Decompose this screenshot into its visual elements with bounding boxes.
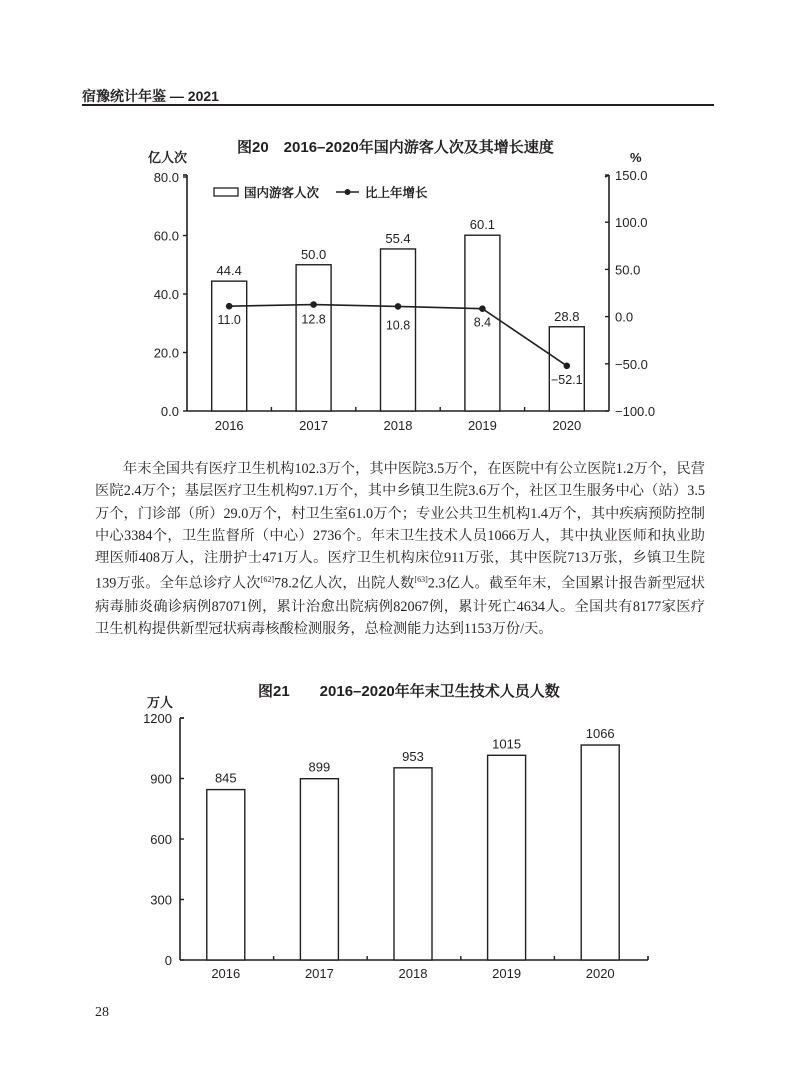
paragraph-segment: 2.3亿人。截至年末，全国累计报告新型冠状病毒肺炎确诊病例87071例，累计治愈出院病例82067例，累计死亡4634人。全国共有8177家医疗卫生机构提供新型冠状病毒核酸检测服务，总检测能力达到1153万份/天。 [95, 576, 705, 637]
x-tick-label: 2017 [304, 966, 334, 981]
x-tick-label: 2019 [492, 966, 522, 981]
x-tick-label: 2018 [383, 418, 413, 433]
bar-value-label: 60.1 [469, 217, 496, 233]
right-tick-label: 50.0 [615, 262, 641, 278]
legend-bar-label: 国内游客人次 [244, 186, 320, 200]
right-axis-unit: % [630, 150, 642, 165]
bar-value-label: 28.8 [554, 308, 580, 324]
right-tick-label: 100.0 [615, 215, 648, 231]
chart1-title: 图20 2016–2020年国内游客人次及其增长速度 [237, 139, 554, 156]
paragraph-segment: 年末全国共有医疗卫生机构102.3万个，其中医院3.5万个，在医院中有公立医院1.2万个，民营医院2.4万个；基层医疗卫生机构97.1万个，其中乡镇卫生院3.6万个，社区卫生服务中心（站）3.5万个，门诊部（所）29.0万个，村卫生室61.0万个；专业公共卫生机构1.4万个，其中疾病预防控制中心3384个，卫生监督所（中心）2736个。年末卫生技术人员1066万人，其中执业医师和执业助理医师408万人，注册护士471万人。医疗卫生机构床位911万张，其中医院713万张，乡镇卫生院139万张。全年总诊疗人次 [95, 461, 705, 593]
footnote-ref: [62] [260, 575, 275, 585]
bar-value-label: 899 [308, 759, 331, 775]
bar-value-label: 55.4 [385, 230, 411, 246]
left-tick-label: 60.0 [153, 228, 179, 244]
y-tick-label: 0 [164, 953, 172, 968]
legend-line-label: 比上年增长 [365, 186, 428, 200]
footnote-ref: [63] [414, 575, 428, 585]
y-tick-label: 300 [150, 892, 172, 908]
x-tick-label: 2016 [214, 418, 244, 433]
bar-value-label: 1066 [585, 726, 615, 742]
bar-value-label: 50.0 [300, 246, 327, 262]
growth-value-label: 12.8 [301, 312, 326, 327]
growth-value-label: 8.4 [473, 315, 492, 330]
x-tick-label: 2016 [211, 966, 241, 981]
right-tick-label: 0.0 [615, 309, 634, 325]
right-tick-label: 150.0 [615, 168, 648, 183]
bar-value-label: 953 [402, 748, 424, 764]
x-tick-label: 2018 [398, 966, 428, 981]
growth-value-label: 10.8 [385, 318, 411, 333]
left-tick-label: 40.0 [153, 287, 179, 302]
bar-value-label: 44.4 [216, 263, 242, 279]
bar-value-label: 1015 [492, 736, 522, 752]
right-tick-label: −50.0 [615, 356, 648, 372]
left-tick-label: 0.0 [160, 404, 179, 419]
x-tick-label: 2020 [585, 966, 615, 981]
y-tick-label: 900 [150, 771, 172, 787]
x-tick-label: 2017 [299, 418, 329, 433]
right-tick-label: −100.0 [615, 404, 656, 419]
paragraph-segment: 78.2亿人次，出院人数 [274, 576, 415, 593]
bar-health-workers [207, 790, 245, 960]
bar-health-workers [300, 779, 338, 960]
x-tick-label: 2019 [467, 418, 497, 433]
growth-value-label: 11.0 [217, 313, 241, 328]
bar-health-workers [488, 755, 526, 960]
x-tick-label: 2020 [552, 418, 582, 433]
left-tick-label: 20.0 [153, 345, 179, 361]
left-axis-unit: 亿人次 [148, 150, 188, 165]
chart2-title: 图21 2016–2020年年末卫生技术人员人数 [258, 683, 560, 700]
bar-health-workers [581, 745, 619, 960]
bar-value-label: 845 [214, 770, 237, 786]
growth-value-label: −52.1 [550, 372, 583, 387]
yearbook-header: 宿豫统计年鉴 — 2021 [82, 88, 219, 104]
bar-health-workers [394, 768, 432, 960]
y-tick-label: 1200 [143, 711, 172, 726]
page-number: 28 [95, 1005, 109, 1020]
left-tick-label: 80.0 [153, 170, 179, 185]
y-axis-unit: 万人 [147, 695, 174, 710]
y-tick-label: 600 [150, 832, 172, 847]
